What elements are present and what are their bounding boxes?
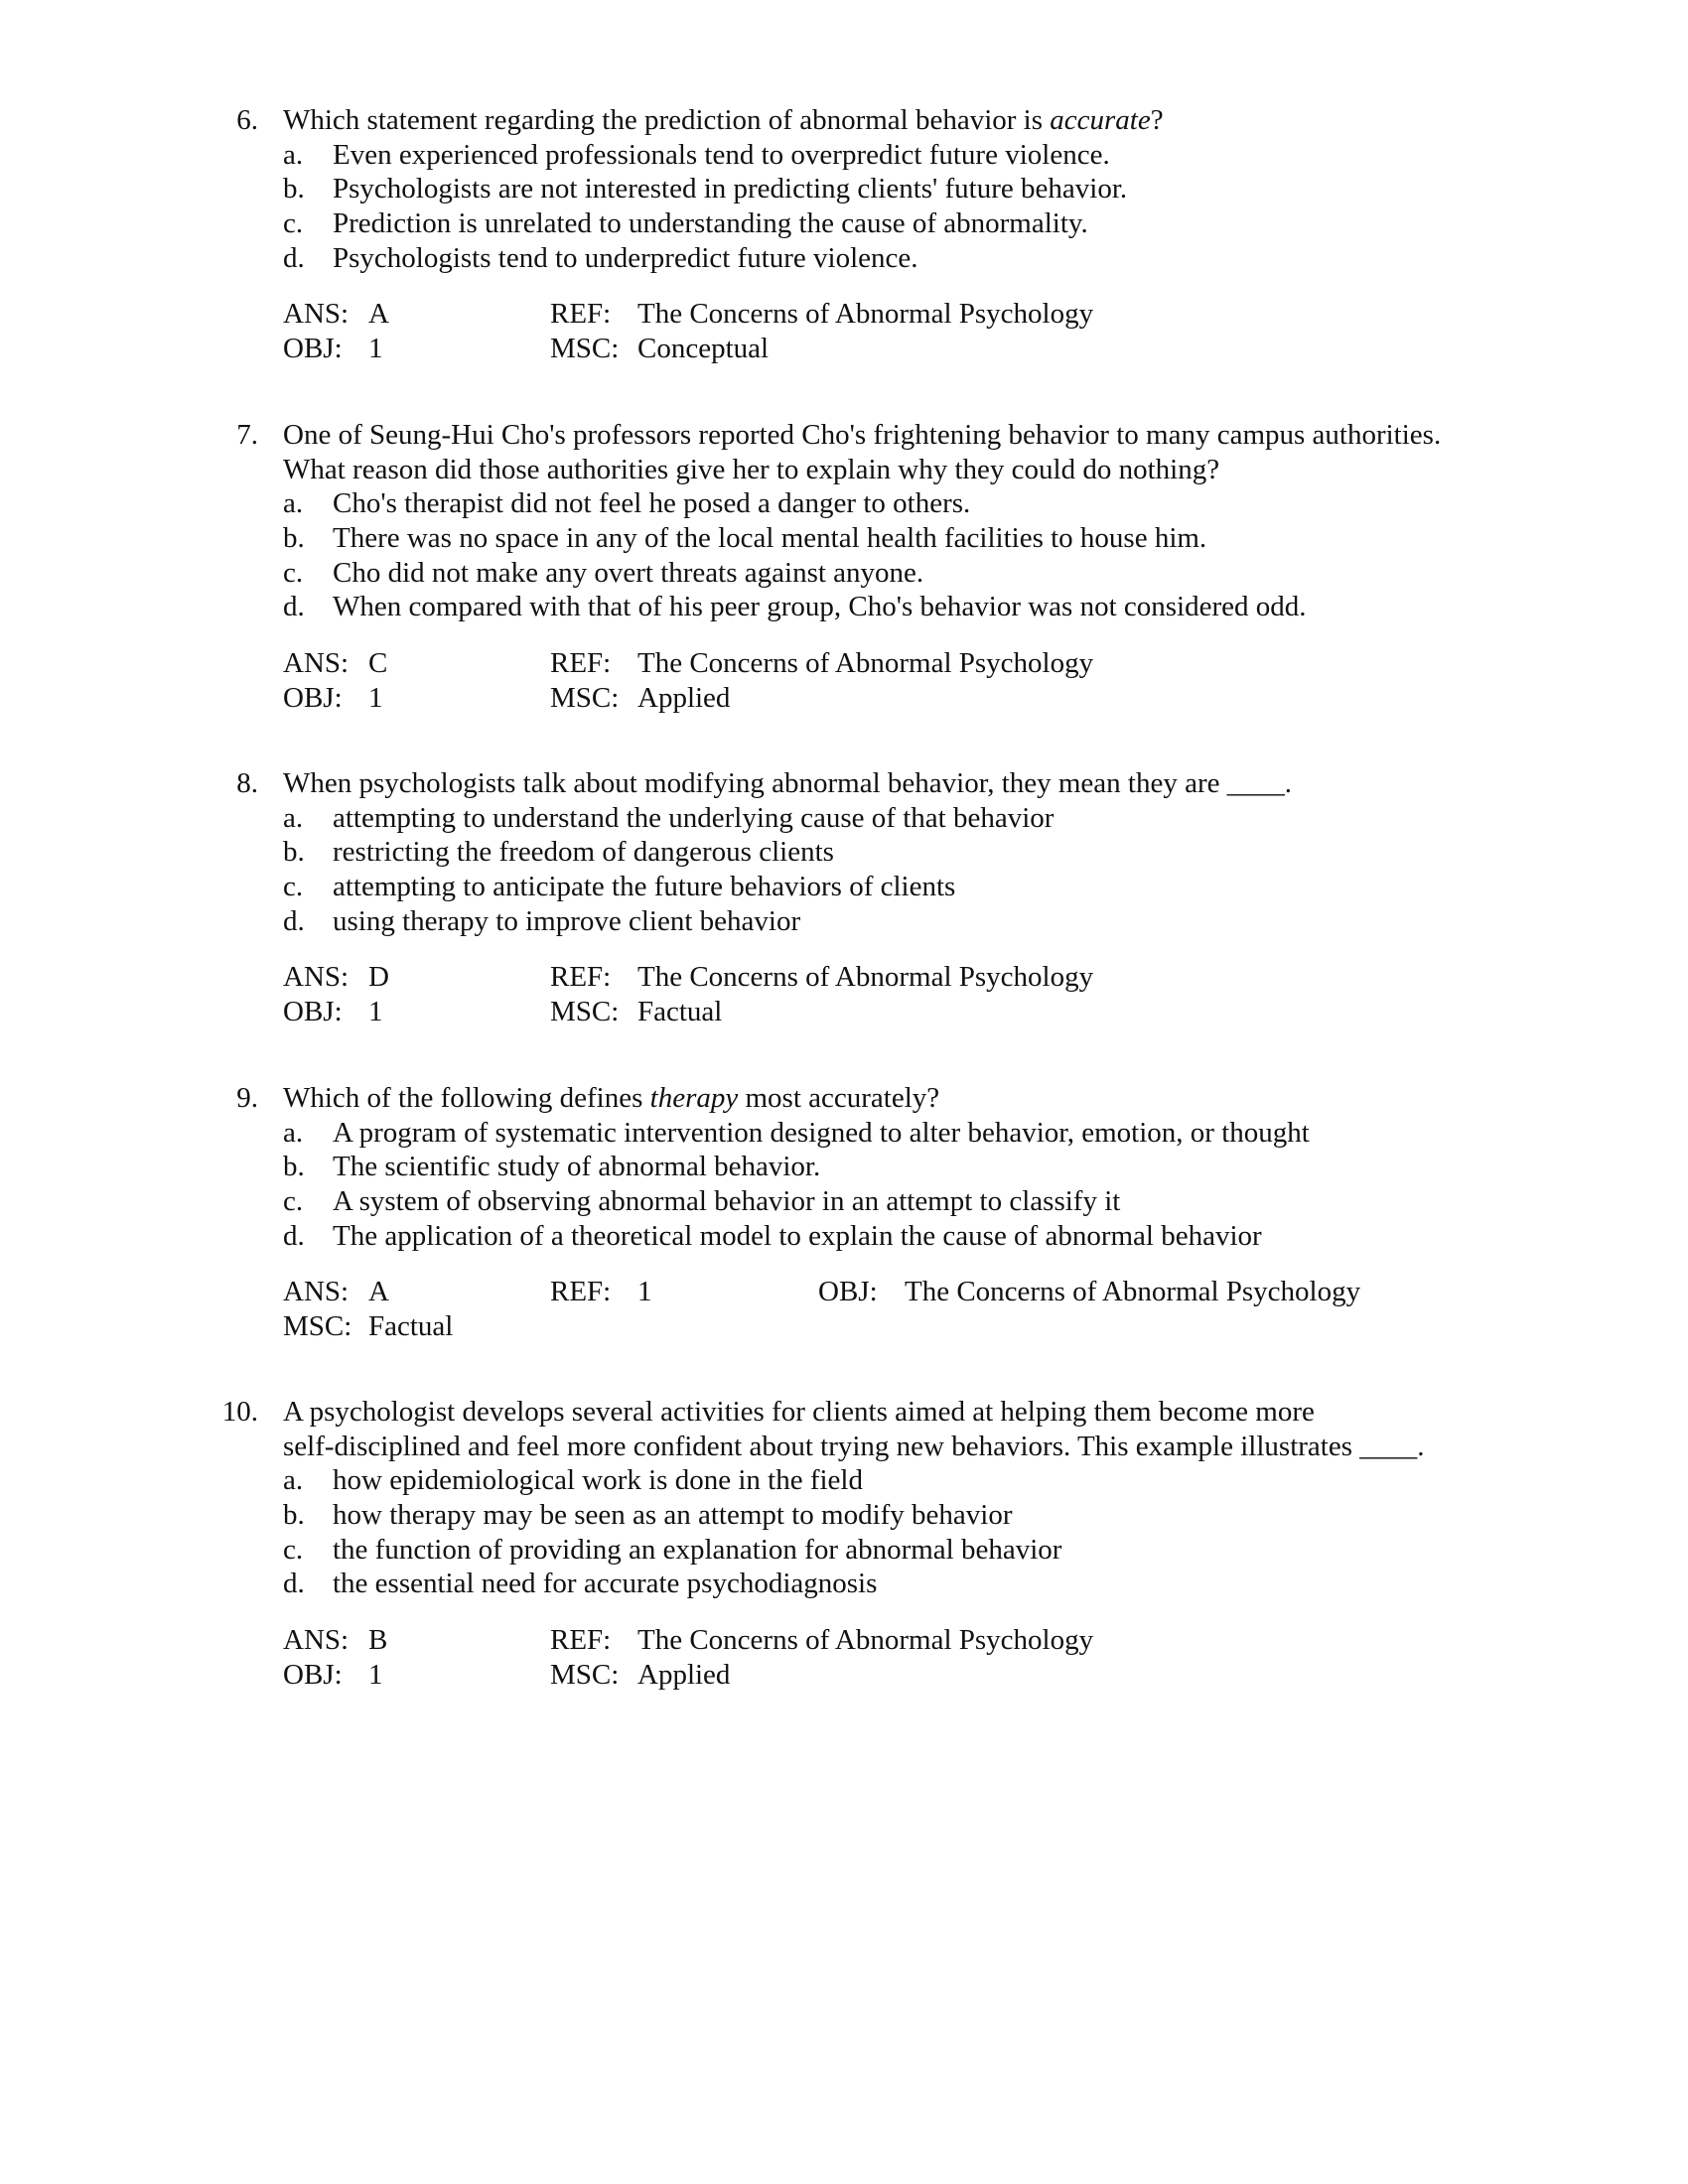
option-letter: a. bbox=[283, 487, 304, 520]
option-text: restricting the freedom of dangerous clients bbox=[333, 836, 834, 869]
metadata-label: ANS: bbox=[283, 298, 350, 331]
question-line bbox=[0, 1395, 1688, 1430]
metadata-label: ANS: bbox=[283, 1276, 350, 1308]
option-text: Even experienced professionals tend to overpredict future violence. bbox=[333, 138, 1110, 171]
option-letter: d. bbox=[283, 591, 305, 623]
answer-option bbox=[0, 1533, 1688, 1568]
answer-option bbox=[0, 1219, 1688, 1254]
option-letter: c. bbox=[283, 1185, 304, 1218]
question-text bbox=[283, 1081, 939, 1116]
answer-option bbox=[0, 486, 1688, 521]
option-text: Cho's therapist did not feel he posed a danger to others. bbox=[333, 487, 971, 520]
metadata-label: MSC: bbox=[550, 681, 620, 714]
option-letter: a. bbox=[283, 138, 304, 171]
question-text-part: ? bbox=[1150, 104, 1164, 136]
question-text-part: most accurately? bbox=[738, 1082, 940, 1114]
metadata-label: MSC: bbox=[283, 1310, 352, 1343]
metadata-value: B bbox=[368, 1624, 388, 1657]
option-letter: b. bbox=[283, 1499, 305, 1532]
answer-option bbox=[0, 1463, 1688, 1498]
question-number: 7. bbox=[236, 419, 258, 451]
metadata-value: 1 bbox=[637, 1276, 652, 1308]
metadata-label: REF: bbox=[550, 1276, 612, 1308]
option-text: attempting to anticipate the future behaviors of clients bbox=[333, 871, 956, 903]
question-block bbox=[0, 1395, 1688, 1693]
answer-metadata-row bbox=[0, 1658, 1688, 1693]
question-text bbox=[283, 103, 1164, 138]
option-letter: d. bbox=[283, 904, 305, 937]
question-number: 10. bbox=[221, 1396, 258, 1428]
answer-option bbox=[0, 801, 1688, 836]
question-number: 8. bbox=[236, 767, 258, 799]
question-line bbox=[0, 103, 1688, 138]
question-block bbox=[0, 418, 1688, 716]
option-text: Psychologists tend to underpredict future violence. bbox=[333, 241, 918, 274]
option-letter: c. bbox=[283, 556, 304, 589]
answer-metadata-row bbox=[0, 646, 1688, 681]
option-text: A system of observing abnormal behavior in an attempt to classify it bbox=[333, 1185, 1121, 1218]
question-line bbox=[0, 1081, 1688, 1116]
answer-metadata-row bbox=[0, 1309, 1688, 1344]
option-text: attempting to understand the underlying cause of that behavior bbox=[333, 801, 1055, 834]
answer-metadata-row bbox=[0, 681, 1688, 716]
option-letter: b. bbox=[283, 522, 305, 555]
metadata-value: The Concerns of Abnormal Psychology bbox=[637, 298, 1094, 331]
answer-option bbox=[0, 206, 1688, 241]
option-text: The scientific study of abnormal behavior. bbox=[333, 1151, 821, 1183]
answer-option bbox=[0, 521, 1688, 556]
option-letter: d. bbox=[283, 1568, 305, 1600]
option-letter: b. bbox=[283, 173, 305, 205]
answer-option bbox=[0, 138, 1688, 173]
answer-option bbox=[0, 1150, 1688, 1184]
metadata-value: 1 bbox=[368, 1658, 383, 1691]
metadata-label: MSC: bbox=[550, 996, 620, 1028]
metadata-value: The Concerns of Abnormal Psychology bbox=[637, 961, 1094, 994]
answer-option bbox=[0, 1116, 1688, 1151]
option-text: the essential need for accurate psychodiagnosis bbox=[333, 1568, 878, 1600]
question-text-part: Which of the following defines bbox=[283, 1082, 650, 1114]
option-letter: c. bbox=[283, 207, 304, 240]
question-text bbox=[283, 453, 1219, 487]
option-letter: a. bbox=[283, 801, 304, 834]
metadata-label: ANS: bbox=[283, 647, 350, 680]
metadata-label: ANS: bbox=[283, 1624, 350, 1657]
metadata-label: MSC: bbox=[550, 1658, 620, 1691]
option-letter: a. bbox=[283, 1464, 304, 1497]
question-text-part: When psychologists talk about modifying abnormal behavior, they mean they are ____. bbox=[283, 767, 1293, 799]
metadata-value: 1 bbox=[368, 996, 383, 1028]
option-letter: d. bbox=[283, 241, 305, 274]
question-text bbox=[283, 418, 1441, 453]
answer-metadata-row bbox=[0, 960, 1688, 995]
answer-option bbox=[0, 1498, 1688, 1533]
metadata-value: A bbox=[368, 298, 389, 331]
answer-option bbox=[0, 556, 1688, 591]
question-line bbox=[0, 453, 1688, 487]
question-text-part: What reason did those authorities give her to explain why they could do nothing? bbox=[283, 453, 1220, 485]
answer-metadata-row bbox=[0, 995, 1688, 1029]
metadata-value: The Concerns of Abnormal Psychology bbox=[905, 1276, 1361, 1308]
answer-option bbox=[0, 835, 1688, 870]
answer-metadata-row bbox=[0, 297, 1688, 332]
metadata-value: A bbox=[368, 1276, 389, 1308]
metadata-label: OBJ: bbox=[283, 333, 343, 365]
metadata-value: C bbox=[368, 647, 388, 680]
metadata-value: The Concerns of Abnormal Psychology bbox=[637, 647, 1094, 680]
option-text: The application of a theoretical model to explain the cause of abnormal behavior bbox=[333, 1219, 1262, 1252]
metadata-value: Factual bbox=[637, 996, 723, 1028]
metadata-label: REF: bbox=[550, 961, 612, 994]
option-text: how epidemiological work is done in the field bbox=[333, 1464, 863, 1497]
metadata-label: MSC: bbox=[550, 333, 620, 365]
answer-metadata-row bbox=[0, 1623, 1688, 1658]
metadata-label: OBJ: bbox=[283, 1658, 343, 1691]
question-number: 9. bbox=[236, 1082, 258, 1114]
option-letter: c. bbox=[283, 1533, 304, 1566]
metadata-value: 1 bbox=[368, 333, 383, 365]
metadata-label: OBJ: bbox=[283, 996, 343, 1028]
question-line bbox=[0, 766, 1688, 801]
metadata-label: OBJ: bbox=[283, 681, 343, 714]
question-block bbox=[0, 1081, 1688, 1344]
question-text bbox=[283, 1395, 1315, 1430]
option-text: Cho did not make any overt threats against anyone. bbox=[333, 556, 924, 589]
metadata-value: Factual bbox=[368, 1310, 454, 1343]
question-line bbox=[0, 1430, 1688, 1464]
metadata-value: D bbox=[368, 961, 389, 994]
metadata-label: REF: bbox=[550, 1624, 612, 1657]
question-number: 6. bbox=[236, 104, 258, 136]
question-block bbox=[0, 766, 1688, 1029]
answer-option bbox=[0, 241, 1688, 276]
metadata-value: Applied bbox=[637, 1658, 731, 1691]
metadata-value: Conceptual bbox=[637, 333, 770, 365]
option-text: the function of providing an explanation for abnormal behavior bbox=[333, 1533, 1062, 1566]
option-text: Psychologists are not interested in predicting clients' future behavior. bbox=[333, 173, 1128, 205]
option-letter: b. bbox=[283, 1151, 305, 1183]
option-text: Prediction is unrelated to understanding the cause of abnormality. bbox=[333, 207, 1088, 240]
metadata-label: OBJ: bbox=[818, 1276, 878, 1308]
option-text: how therapy may be seen as an attempt to modify behavior bbox=[333, 1499, 1013, 1532]
question-text bbox=[283, 1430, 1425, 1464]
question-text bbox=[283, 766, 1292, 801]
answer-option bbox=[0, 904, 1688, 939]
option-letter: b. bbox=[283, 836, 305, 869]
answer-option bbox=[0, 172, 1688, 206]
question-text-part: self-disciplined and feel more confident about trying new behaviors. This example illustrates ____. bbox=[283, 1430, 1425, 1462]
option-letter: a. bbox=[283, 1116, 304, 1149]
question-block bbox=[0, 103, 1688, 366]
metadata-value: Applied bbox=[637, 681, 731, 714]
question-emphasis: therapy bbox=[649, 1082, 739, 1114]
question-text-part: Which statement regarding the prediction of abnormal behavior is bbox=[283, 104, 1051, 136]
metadata-label: REF: bbox=[550, 647, 612, 680]
metadata-label: REF: bbox=[550, 298, 612, 331]
metadata-value: The Concerns of Abnormal Psychology bbox=[637, 1624, 1094, 1657]
metadata-value: 1 bbox=[368, 681, 383, 714]
question-text-part: A psychologist develops several activities for clients aimed at helping them become more bbox=[283, 1396, 1315, 1428]
option-text: There was no space in any of the local mental health facilities to house him. bbox=[333, 522, 1207, 555]
question-text-part: One of Seung-Hui Cho's professors reported Cho's frightening behavior to many campus authorities. bbox=[283, 419, 1442, 451]
option-text: When compared with that of his peer group, Cho's behavior was not considered odd. bbox=[333, 591, 1307, 623]
option-text: using therapy to improve client behavior bbox=[333, 904, 801, 937]
answer-option bbox=[0, 870, 1688, 904]
answer-option bbox=[0, 1184, 1688, 1219]
metadata-label: ANS: bbox=[283, 961, 350, 994]
option-letter: d. bbox=[283, 1219, 305, 1252]
question-emphasis: accurate bbox=[1050, 104, 1151, 136]
option-letter: c. bbox=[283, 871, 304, 903]
option-text: A program of systematic intervention designed to alter behavior, emotion, or thought bbox=[333, 1116, 1310, 1149]
answer-option bbox=[0, 1567, 1688, 1601]
answer-option bbox=[0, 590, 1688, 624]
question-line bbox=[0, 418, 1688, 453]
answer-metadata-row bbox=[0, 1275, 1688, 1309]
answer-metadata-row bbox=[0, 332, 1688, 366]
